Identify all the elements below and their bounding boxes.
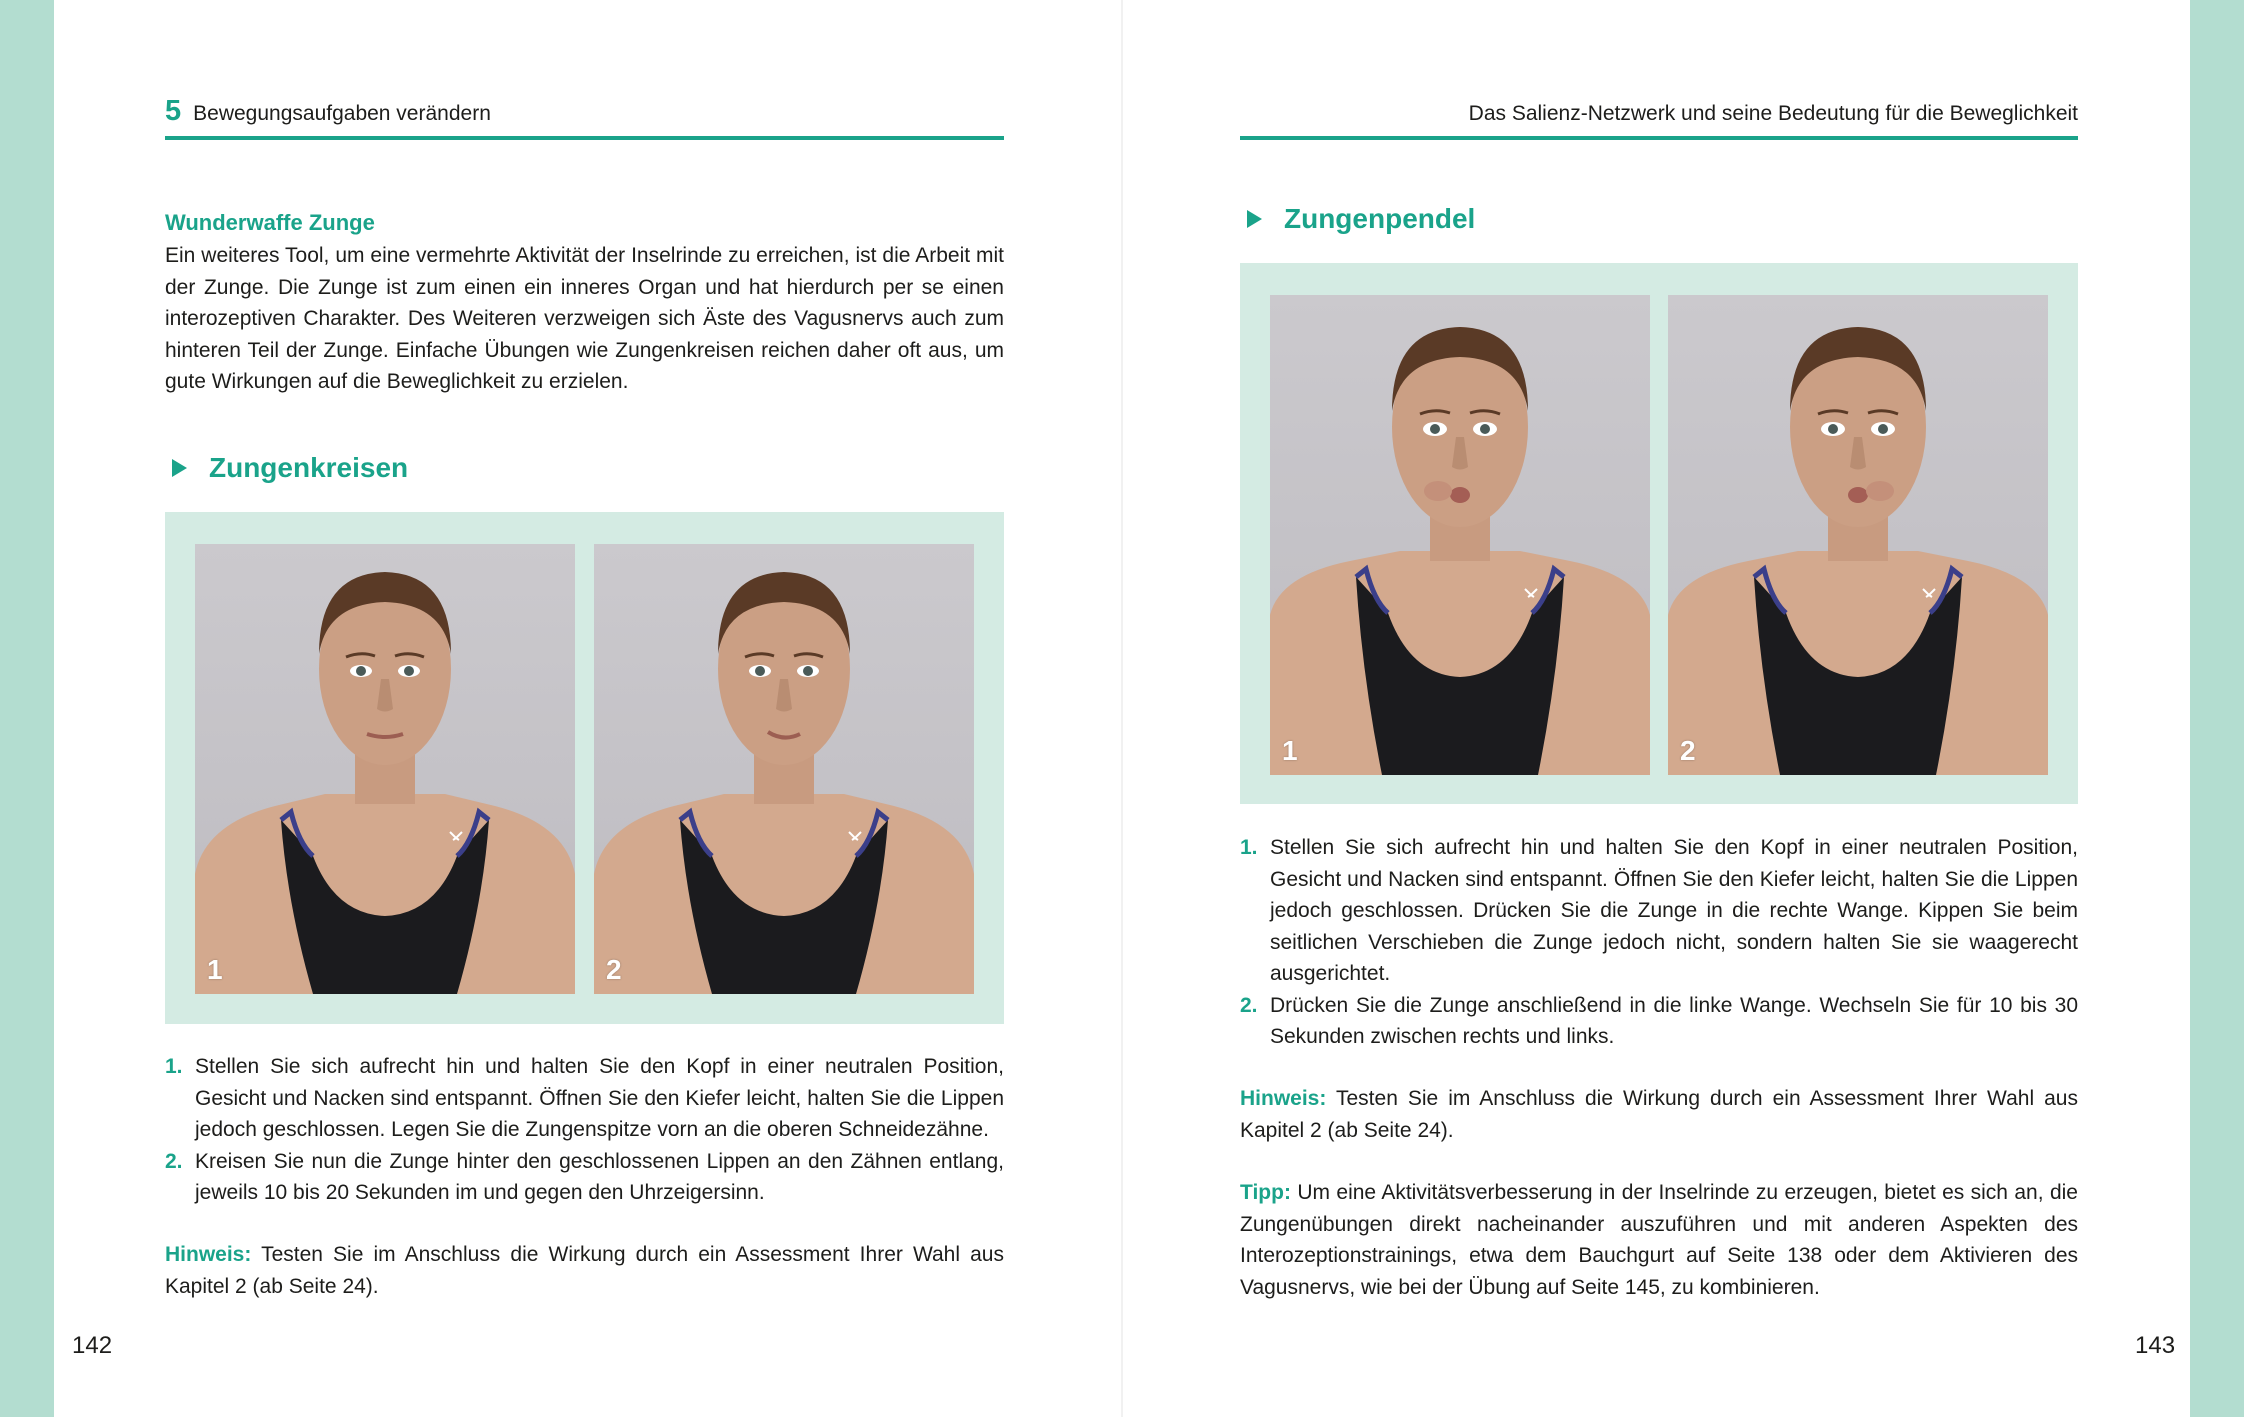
left-steps-list [165, 1051, 1004, 1209]
exercise-photo-1 [1270, 295, 1650, 775]
step-number: 2. [1240, 993, 1258, 1017]
hint-text: Testen Sie im Anschluss die Wirkung durch ein Assessment Ihrer Wahl aus Kapitel 2 (ab Seite 24). [1240, 1087, 2078, 1142]
woman-portrait-illustration [195, 544, 575, 994]
page-number-left: 142 [72, 1332, 113, 1359]
photo-number-label: 2 [1680, 735, 1696, 766]
exercise-title: Zungenkreisen [209, 452, 409, 483]
intro-paragraph: Ein weiteres Tool, um eine vermehrte Aktivität der Inselrinde zu erreichen, ist die Arbeit mit der Zunge. Die Zunge ist zum einen ein inneres Organ und hat hierdurch per se einen interozeptiven Charakter. Des Weiteren verzweigen sich Äste des Vagusnervs auch zum hinteren Teil der Zunge. Einfache Übungen wie Zungenkreisen reichen daher oft aus, um gute Wirkungen auf die Beweglichkeit zu erzielen. [165, 244, 1004, 393]
tip-label: Tipp: [1240, 1181, 1291, 1204]
left-running-head [165, 90, 491, 126]
step-text: Stellen Sie sich aufrecht hin und halten Sie den Kopf in einer neutralen Position, Gesicht und Nacken sind entspannt. Öffnen Sie den Kiefer leicht, halten Sie die Lippen jedoch geschlossen. Legen Sie die Zungenspitze vorn an die oberen Schneidezähne. [195, 1055, 1004, 1141]
step-item [1240, 832, 2078, 990]
right-edge-band [2190, 0, 2244, 1417]
tip-text: Um eine Aktivitätsverbesserung in der Inselrinde zu erzeugen, bietet es sich an, die Zungenübungen direkt nacheinander auszuführen und mit anderen Aspekten des Interozeptionstrainings, etwa dem Bauchgurt auf Seite 138 oder dem Aktivieren des Vagusnervs, wie bei der Übung auf Seite 145, zu kombinieren. [1240, 1181, 2078, 1299]
step-number: 1. [165, 1055, 183, 1078]
hint-text: Testen Sie im Anschluss die Wirkung durch ein Assessment Ihrer Wahl aus Kapitel 2 (ab Seite 24). [165, 1243, 1004, 1298]
hint-label: Hinweis: [1240, 1087, 1327, 1110]
photo-number-label: 1 [1282, 735, 1298, 766]
left-header-rule [165, 136, 1004, 140]
step-item [165, 1146, 1004, 1209]
photo-number-label: 1 [207, 954, 223, 985]
exercise-title: Zungenpendel [1284, 203, 1476, 234]
exercise-heading-zungenkreisen [172, 452, 408, 484]
photo-number-label: 2 [606, 954, 622, 985]
step-number: 2. [165, 1149, 183, 1173]
step-text: Stellen Sie sich aufrecht hin und halten Sie den Kopf in einer neutralen Position, Gesicht und Nacken sind entspannt. Öffnen Sie den Kiefer leicht, halten Sie die Lippen jedoch geschlossen. Drücken Sie die Zunge in die rechte Wange. Kippen Sie beim seitlichen Verschieben die Zunge jedoch nicht, sondern halten Sie sie waagerecht ausgerichtet. [1270, 836, 2078, 985]
right-steps-list [1240, 832, 2078, 1053]
step-text: Kreisen Sie nun die Zunge hinter den geschlossenen Lippen an den Zähnen entlang, jeweils 10 bis 20 Sekunden im und gegen den Uhrzeigersinn. [195, 1149, 1004, 1204]
step-item [1240, 990, 2078, 1053]
play-triangle-icon [172, 459, 187, 477]
exercise-photo-2 [1668, 295, 2048, 775]
right-running-head: Das Salienz-Netzwerk und seine Bedeutung für die Beweglichkeit [1468, 102, 2078, 125]
left-edge-band [0, 0, 54, 1417]
book-gutter [1121, 0, 1123, 1417]
chapter-title: Bewegungsaufgaben verändern [193, 102, 491, 125]
intro-heading: Wunderwaffe Zunge [165, 210, 375, 235]
step-text: Drücken Sie die Zunge anschließend in die linke Wange. Wechseln Sie für 10 bis 30 Sekunden zwischen rechts und links. [1270, 993, 2078, 1048]
right-header-rule [1240, 136, 2078, 140]
step-item [165, 1051, 1004, 1146]
step-number: 1. [1240, 836, 1258, 859]
exercise-photo-1 [195, 544, 575, 994]
play-triangle-icon [1247, 210, 1262, 228]
woman-portrait-illustration [1668, 295, 2048, 775]
right-hint [1240, 1083, 2078, 1146]
woman-portrait-illustration [594, 544, 974, 994]
exercise-heading-zungenpendel [1247, 203, 1475, 235]
page-number-right: 143 [2135, 1332, 2176, 1359]
woman-portrait-illustration [1270, 295, 1650, 775]
hint-label: Hinweis: [165, 1243, 252, 1266]
right-tip [1240, 1177, 2078, 1303]
exercise-photo-2 [594, 544, 974, 994]
left-hint [165, 1239, 1004, 1302]
chapter-number: 5 [165, 95, 182, 127]
